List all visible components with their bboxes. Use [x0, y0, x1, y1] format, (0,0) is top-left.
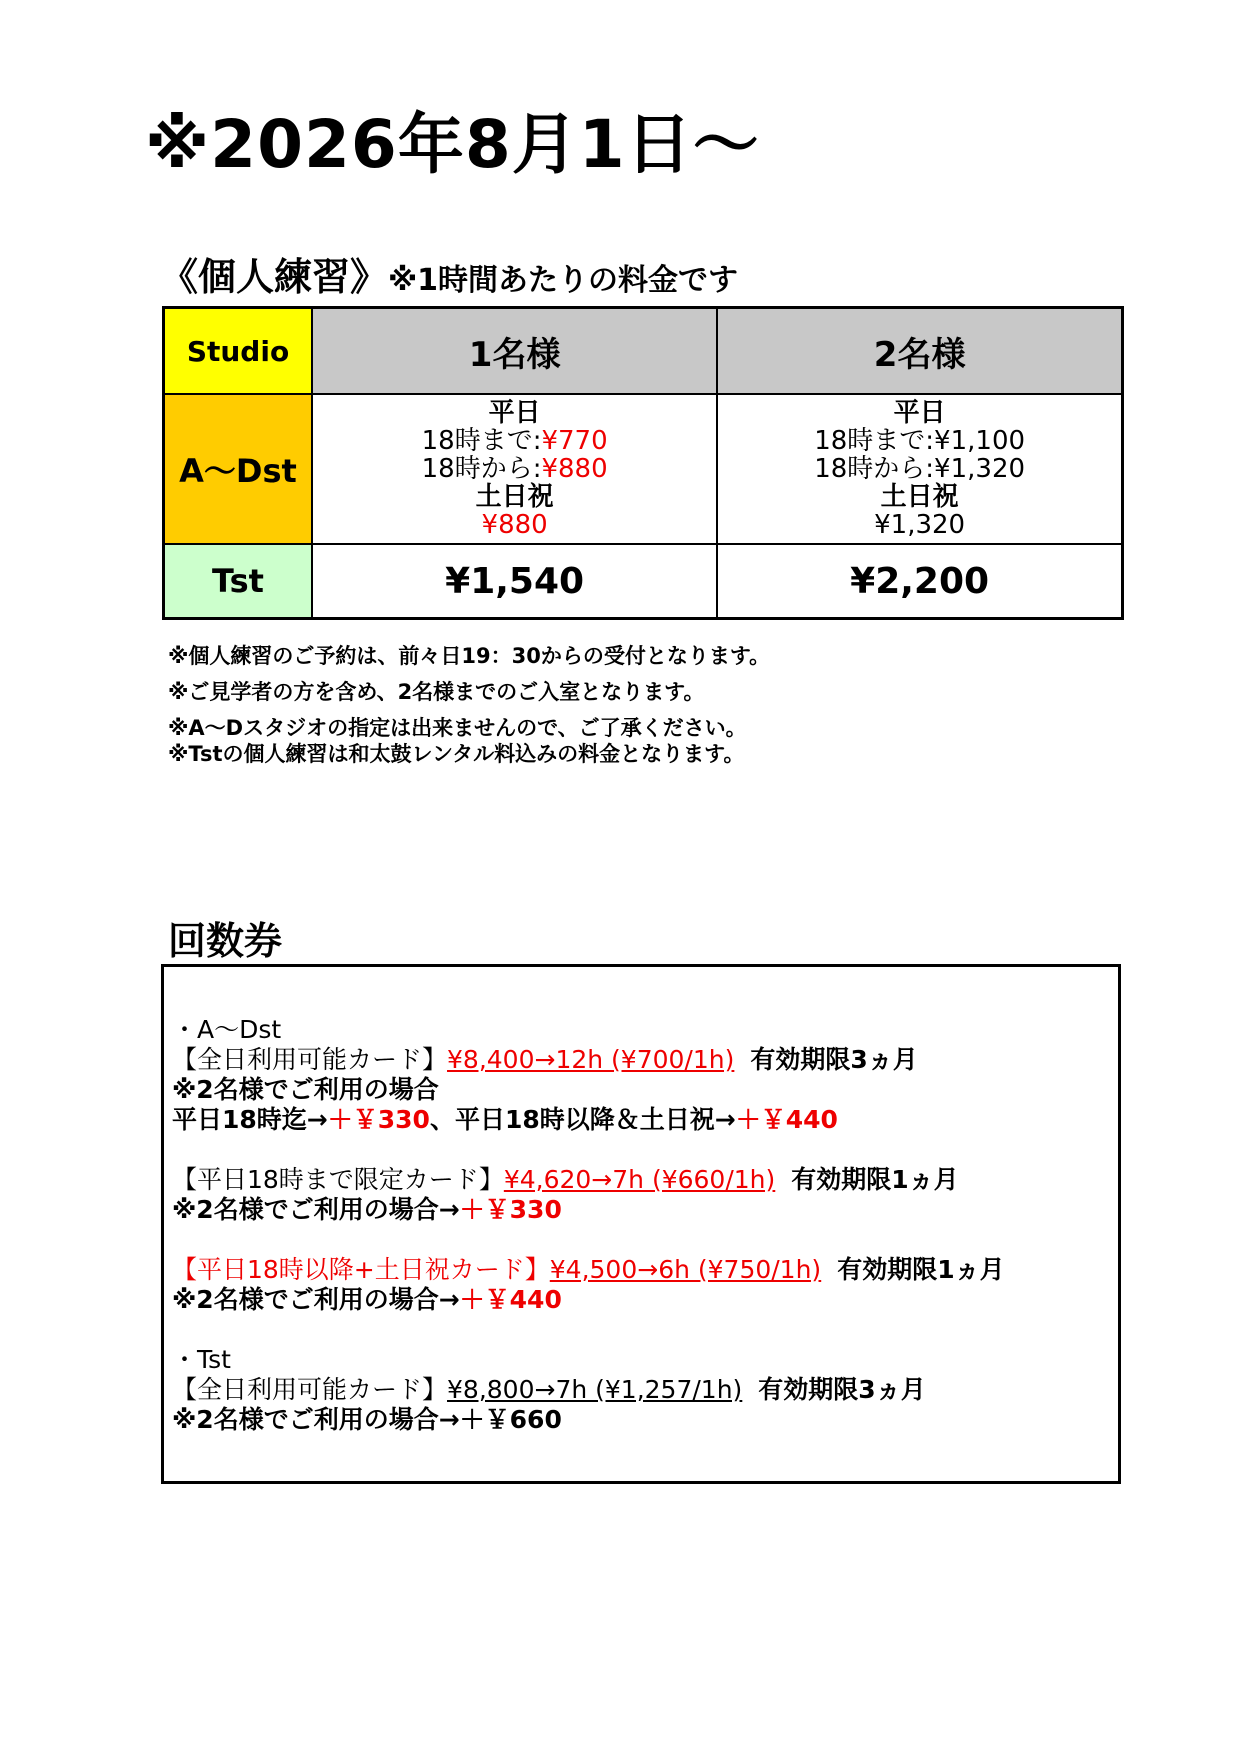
price-table-header — [164, 308, 1123, 395]
note-reservation: ※個人練習のご予約は、前々日19：30からの受付となります。 — [168, 644, 771, 668]
ticket-evening-line — [172, 1255, 1005, 1285]
price-ad-two — [717, 394, 1122, 544]
from18-price: ¥880 — [541, 454, 608, 484]
price-ad-one — [312, 394, 717, 544]
ticket-evening-name: 【平日18時以降+土日祝カード】 — [172, 1255, 550, 1284]
ticket-weekday-line — [172, 1165, 1005, 1195]
ticket-tst-label: ・Tst — [172, 1345, 231, 1374]
page-title: ※2026年8月1日～ — [145, 106, 760, 183]
studio-ad: A～Dst — [164, 394, 313, 544]
individual-heading — [160, 255, 739, 299]
ticket-evening-note: ※2名様でご利用の場合→＋￥440 — [172, 1285, 562, 1314]
ticket-tst-line — [172, 1375, 1005, 1405]
ticket-allday-note1: ※2名様でご利用の場合 — [172, 1075, 439, 1104]
price-tst-two: ¥2,200 — [717, 544, 1122, 619]
header-one-person: 1名様 — [312, 308, 717, 395]
ticket-weekday-price: ¥4,620→7h (¥660/1h) — [503, 1165, 776, 1194]
tickets-box — [161, 964, 1121, 1484]
price-table — [162, 306, 1124, 620]
holiday-price: ¥880 — [481, 510, 548, 540]
ticket-allday-name: 【全日利用可能カード】 — [172, 1045, 448, 1074]
note-studio-assignment: ※A～Dスタジオの指定は出来ませんので、ご了承ください。 — [168, 716, 747, 740]
from18-line: 18時から:¥880 — [421, 454, 608, 484]
header-two-persons: 2名様 — [717, 308, 1122, 395]
ticket-evening-price: ¥4,500→6h (¥750/1h) — [549, 1255, 822, 1284]
ticket-allday-price: ¥8,400→12h (¥700/1h) — [447, 1045, 735, 1074]
ticket-tst-note: ※2名様でご利用の場合→＋￥660 — [172, 1405, 562, 1434]
until18-line: 18時まで:¥1,100 — [814, 426, 1026, 456]
note-tst-rental: ※Tstの個人練習は和太鼓レンタル料込みの料金となります。 — [168, 742, 745, 766]
price-tst-one: ¥1,540 — [312, 544, 717, 619]
ticket-weekday-note: ※2名様でご利用の場合→＋￥330 — [172, 1195, 562, 1224]
note-visitors: ※ご見学者の方を含め、2名様までのご入室となります。 — [168, 680, 705, 704]
until18-price: ¥770 — [541, 426, 608, 456]
weekday-label: 平日 — [893, 398, 946, 428]
header-studio: Studio — [164, 308, 313, 395]
from18-line: 18時から:¥1,320 — [814, 454, 1026, 484]
ticket-allday-line — [172, 1045, 1005, 1075]
holiday-price: ¥1,320 — [874, 510, 966, 540]
holiday-label: 土日祝 — [475, 482, 554, 512]
ticket-allday-note2: 平日18時迄→＋￥330、平日18時以降＆土日祝→＋￥440 — [172, 1105, 838, 1134]
ticket-weekday-validity: 有効期限1ヵ月 — [791, 1165, 959, 1194]
individual-heading-title: 《個人練習》 — [160, 255, 389, 299]
until18-line: 18時まで:¥770 — [421, 426, 608, 456]
ticket-evening-validity: 有効期限1ヵ月 — [837, 1255, 1005, 1284]
holiday-label: 土日祝 — [880, 482, 959, 512]
table-row-tst — [164, 544, 1123, 619]
ticket-allday-validity: 有効期限3ヵ月 — [750, 1045, 918, 1074]
ticket-tst-price: ¥8,800→7h (¥1,257/1h) — [447, 1375, 743, 1404]
studio-tst: Tst — [164, 544, 313, 619]
weekday-label: 平日 — [488, 398, 541, 428]
tickets-heading: 回数券 — [168, 919, 283, 963]
ticket-tst-validity: 有効期限3ヵ月 — [758, 1375, 926, 1404]
ticket-weekday-name: 【平日18時まで限定カード】 — [172, 1165, 504, 1194]
individual-heading-note: ※1時間あたりの料金です — [388, 263, 739, 298]
ticket-tst-name: 【全日利用可能カード】 — [172, 1375, 448, 1404]
table-row-ad — [164, 394, 1123, 544]
ticket-ad-label: ・A～Dst — [172, 1015, 282, 1044]
